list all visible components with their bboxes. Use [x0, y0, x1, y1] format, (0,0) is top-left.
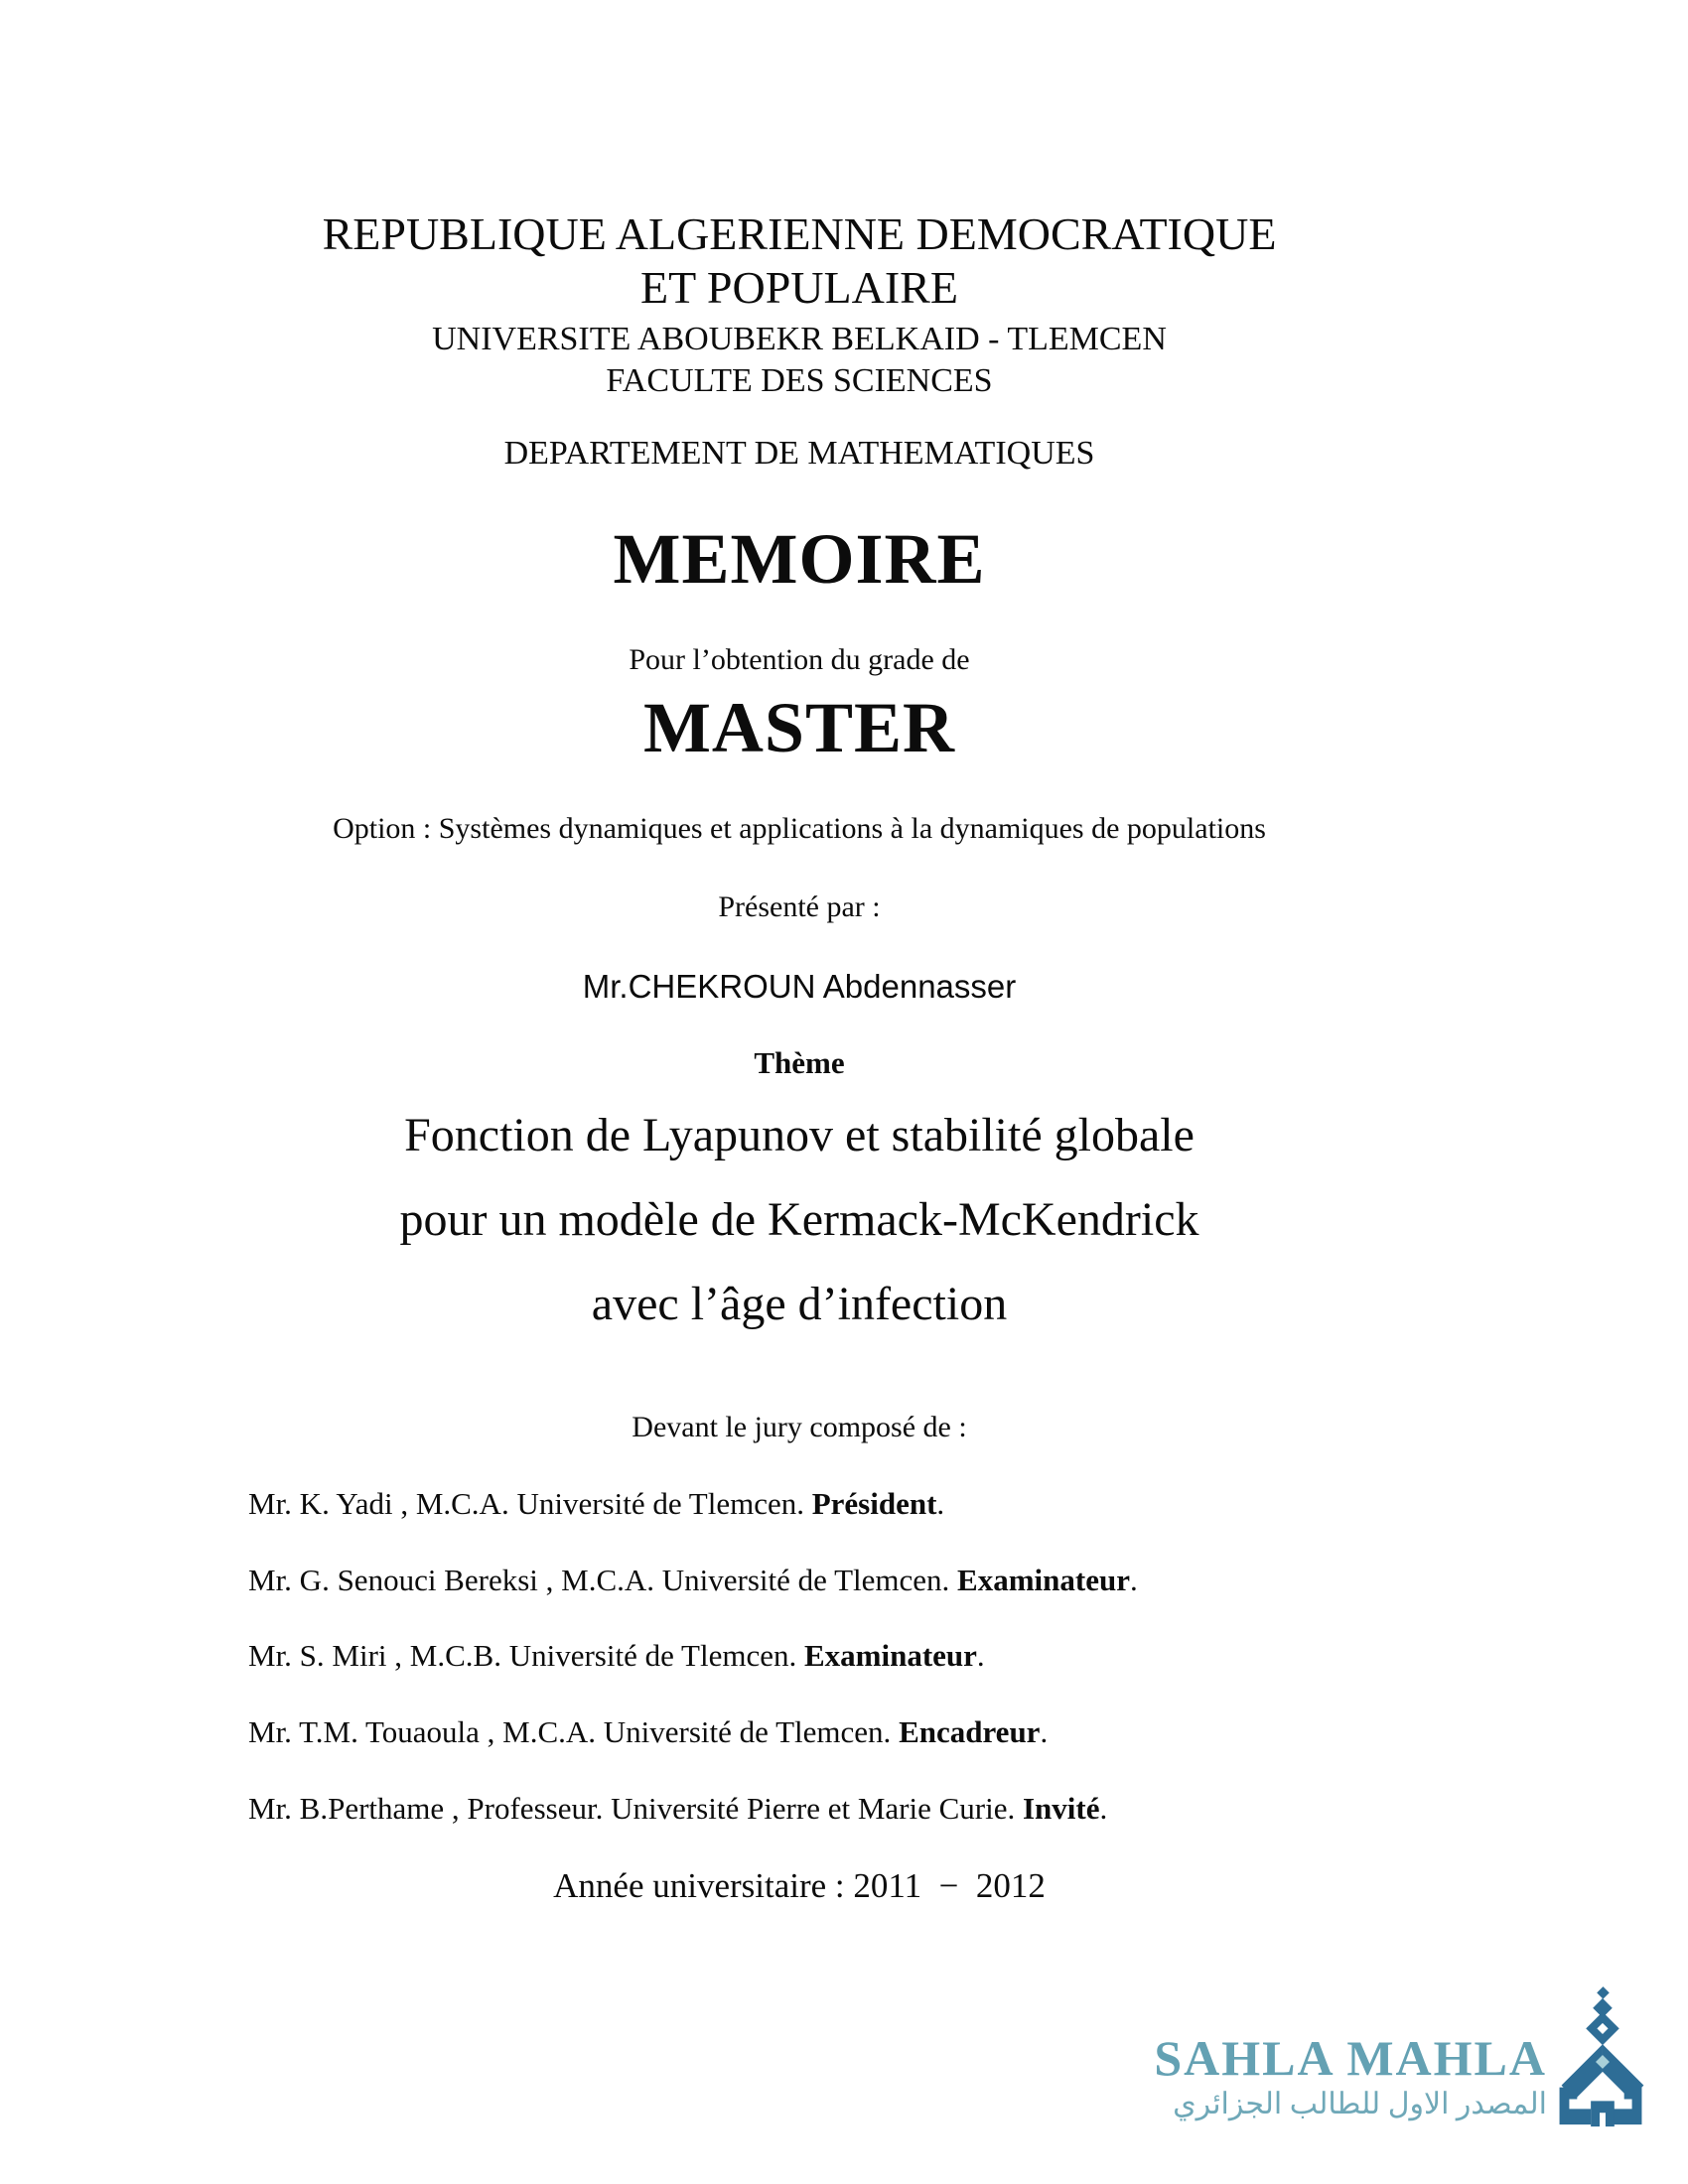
theme-label: Thème	[754, 1045, 845, 1080]
jury-member-role: Examinateur	[803, 1638, 977, 1673]
jury-intro: Devant le jury composé de :	[632, 1411, 967, 1443]
option-line: Option : Systèmes dynamiques et applications à la dynamiques de populations	[333, 812, 1266, 845]
jury-member-row	[248, 1486, 1539, 1522]
jury-member-suffix: .	[1099, 1791, 1108, 1826]
thesis-title-line3: avec l’âge d’infection	[591, 1278, 1008, 1330]
jury-member-text: Mr. K. Yadi , M.C.A. Université de Tlemcen.	[248, 1486, 812, 1521]
jury-member-role: Encadreur	[899, 1714, 1041, 1749]
degree-heading: MASTER	[642, 688, 956, 767]
author-name: Mr.CHEKROUN Abdennasser	[582, 968, 1017, 1005]
jury-member-suffix: .	[936, 1486, 945, 1521]
jury-member-role: Président	[811, 1486, 937, 1521]
jury-member-row	[248, 1791, 1539, 1827]
grade-line: Pour l’obtention du grade de	[629, 643, 970, 676]
jury-member-text: Mr. G. Senouci Bereksi , M.C.A. Université de Tlemcen.	[248, 1563, 958, 1597]
sahla-mahla-logo	[1154, 1976, 1650, 2122]
republic-line2: ET POPULAIRE	[640, 262, 958, 313]
document-type-heading: MEMOIRE	[613, 519, 986, 599]
jury-member-role: Invité	[1022, 1791, 1100, 1826]
university-name: UNIVERSITE ABOUBEKR BELKAID - TLEMCEN	[432, 321, 1167, 357]
brand-name: SAHLA MAHLA	[1154, 2030, 1547, 2086]
brand-icon	[1551, 1985, 1650, 2132]
jury-member-text: Mr. T.M. Touaoula , M.C.A. Université de Tlemcen.	[248, 1714, 900, 1749]
jury-member-role: Examinateur	[957, 1563, 1130, 1597]
jury-member-row	[248, 1638, 1539, 1674]
thesis-title-line1: Fonction de Lyapunov et stabilité globale	[404, 1109, 1195, 1161]
jury-member-text: Mr. B.Perthame , Professeur. Université Pierre et Marie Curie.	[248, 1791, 1023, 1826]
brand-tagline-arabic: المصدر الاول للطالب الجزائري	[1173, 2088, 1547, 2120]
thesis-title-line2: pour un modèle de Kermack-McKendrick	[399, 1193, 1199, 1246]
jury-member-row	[248, 1714, 1539, 1750]
jury-member-suffix: .	[1129, 1563, 1138, 1597]
jury-member-suffix: .	[1040, 1714, 1049, 1749]
logo-text-block	[1154, 2030, 1547, 2122]
jury-member-text: Mr. S. Miri , M.C.B. Université de Tlemcen.	[248, 1638, 804, 1673]
jury-member-row	[248, 1563, 1539, 1598]
presented-by-label: Présenté par :	[718, 890, 881, 923]
academic-year: Année universitaire : 2011 − 2012	[553, 1866, 1046, 1905]
faculty-name: FACULTE DES SCIENCES	[606, 362, 993, 399]
republic-line1: REPUBLIQUE ALGERIENNE DEMOCRATIQUE	[322, 208, 1277, 259]
department-name: DEPARTEMENT DE MATHEMATIQUES	[503, 435, 1095, 472]
jury-member-suffix: .	[976, 1638, 985, 1673]
